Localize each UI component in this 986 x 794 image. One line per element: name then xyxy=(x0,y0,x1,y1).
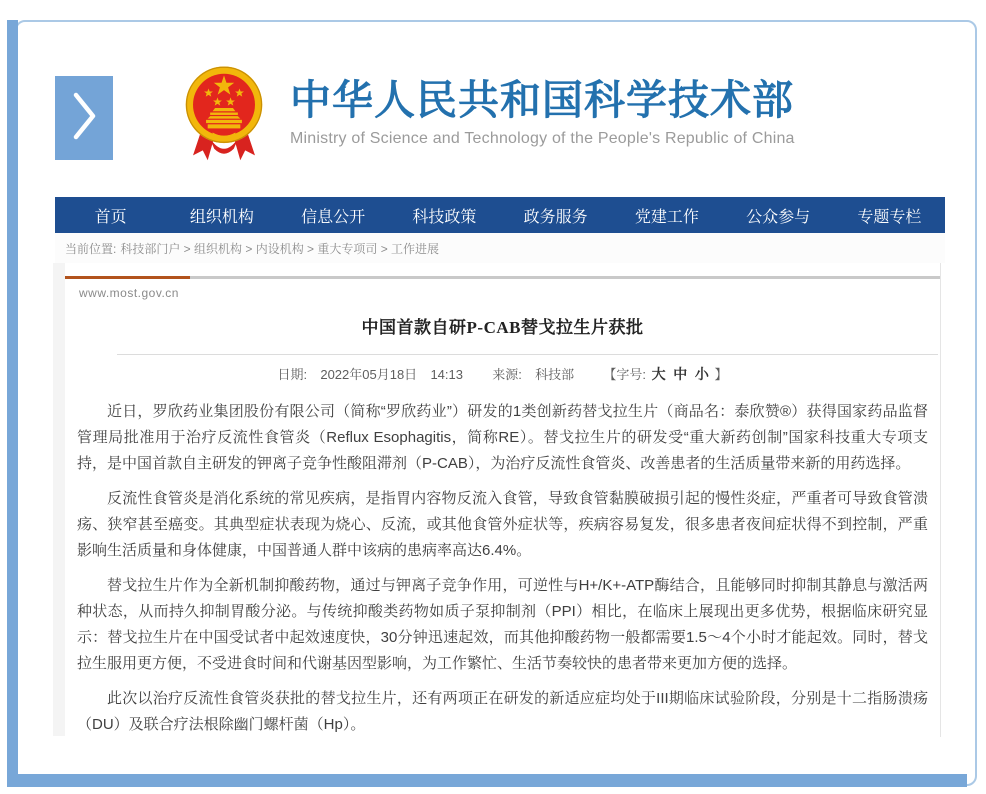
site-title: 中华人民共和国科学技术部 xyxy=(290,77,794,123)
fontsize-small-button[interactable]: 小 xyxy=(694,366,709,382)
article-paragraph: 替戈拉生片作为全新机制抑酸药物，通过与钾离子竞争作用，可逆性与H+/K+-ATP酶结合，且能够同时抑制其静息与激活两种状态，从而持久抑制胃酸分泌。与传统抑酸类药物如质子泵抑制剂（PPI）相比，在临床上展现出更多优势，根据临床研究显示：替戈拉生片在中国受试者中起效速度快，30分钟迅速起效，而其他抑酸药物一般都需要1.5～4个小时才能起效。同时，替戈拉生服用更方便，不受进食时间和代谢基因型影响，为工作繁忙、生活节奏较快的患者带来更加方便的选择。 xyxy=(77,577,928,672)
left-gutter-strip xyxy=(53,263,65,736)
nav-item-gov-services[interactable]: 政务服务 xyxy=(523,208,588,226)
expand-chevron-button[interactable] xyxy=(55,76,113,160)
article-paragraph: 此次以治疗反流性食管炎获批的替戈拉生片，还有两项正在研发的新适应症均处于III期临床试验阶段，分别是十二指肠溃疡（DU）及联合疗法根除幽门螺杆菌（Hp）。 xyxy=(77,690,928,733)
nav-item-home[interactable]: 首页 xyxy=(94,208,127,226)
nav-item-party-building[interactable]: 党建工作 xyxy=(634,208,699,226)
chevron-right-icon xyxy=(67,87,101,150)
national-emblem-logo[interactable] xyxy=(183,64,265,170)
breadcrumb-path[interactable]: 科技部门户 > 组织机构 > 内设机构 > 重大专项司 > 工作进展 xyxy=(120,241,440,256)
meta-date-value: 2022年05月18日 xyxy=(320,367,418,382)
content-top-rule-accent xyxy=(65,276,190,279)
article-paragraph: 近日，罗欣药业集团股份有限公司（简称“罗欣药业”）研发的1类创新药替戈拉生片（商品名：泰欣赞®）获得国家药品监督管理局批准用于治疗反流性食管炎（Reflux Esophagitis，简称RE）。替戈拉生片的研发受“重大新药创制”国家科技重大专项支持，是中国首款自主研发的钾离子竞争性酸阻滞剂（P-CAB），为治疗反流性食管炎、改善患者的生活质量带来新的用药选择。 xyxy=(77,403,928,472)
nav-item-organization[interactable]: 组织机构 xyxy=(189,208,254,226)
meta-source-label: 来源: xyxy=(492,367,522,382)
site-url-label: www.most.gov.cn xyxy=(79,286,179,300)
meta-source-value: 科技部 xyxy=(535,367,575,382)
article-paragraph: 反流性食管炎是消化系统的常见疾病，是指胃内容物反流入食管，导致食管黏膜破损引起的慢性炎症，严重者可导致食管溃疡、狭窄甚至癌变。其典型症状表现为烧心、反流，或其他食管外症状等，疾病容易复发，很多患者夜间症状得不到控制，严重影响生活质量和身体健康，中国普通人群中该病的患病率高达6.4%。 xyxy=(77,490,928,559)
title-divider xyxy=(117,354,938,355)
fontsize-medium-button[interactable]: 中 xyxy=(673,366,688,382)
meta-date-label: 日期: xyxy=(277,367,308,382)
site-subtitle-en: Ministry of Science and Technology of the People's Republic of China xyxy=(290,130,795,147)
article-container xyxy=(65,263,941,737)
article-meta xyxy=(65,364,940,384)
bottom-accent-bar xyxy=(7,774,967,787)
fontsize-selector-open: 【字号: xyxy=(603,367,646,382)
china-emblem-icon xyxy=(183,157,265,174)
content-top-rule xyxy=(65,276,940,279)
site-header xyxy=(290,76,910,148)
article-body xyxy=(65,399,940,738)
meta-time-value: 14:13 xyxy=(430,367,463,382)
nav-item-special-topics[interactable]: 专题专栏 xyxy=(857,208,922,226)
breadcrumb xyxy=(55,233,945,263)
fontsize-selector-close: 】 xyxy=(714,367,728,382)
nav-item-info-disclosure[interactable]: 信息公开 xyxy=(301,208,366,226)
left-accent-bar xyxy=(7,20,18,786)
main-navigation xyxy=(55,197,945,233)
nav-item-public-participation[interactable]: 公众参与 xyxy=(746,208,811,226)
article-title: 中国首款自研P-CAB替戈拉生片获批 xyxy=(361,318,644,337)
breadcrumb-label: 当前位置: xyxy=(65,241,117,256)
nav-item-sci-tech-policy[interactable]: 科技政策 xyxy=(412,208,477,226)
fontsize-large-button[interactable]: 大 xyxy=(651,366,666,382)
